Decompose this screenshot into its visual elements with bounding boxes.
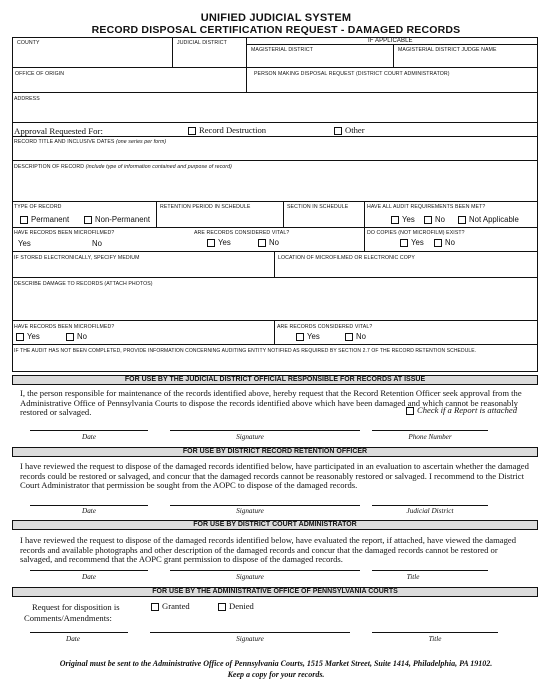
other-option[interactable]: Other (334, 125, 365, 135)
person-making-label: PERSON MAKING DISPOSAL REQUEST (DISTRICT COURT ADMINISTRATOR) (254, 71, 450, 77)
permanent-option[interactable]: Permanent (20, 215, 69, 224)
non-permanent-checkbox[interactable] (84, 216, 92, 224)
audit-met-label: HAVE ALL AUDIT REQUIREMENTS BEEN MET? (367, 204, 486, 210)
report-attached-option[interactable]: Check if a Report is attached (406, 405, 517, 415)
type-of-record-label: TYPE OF RECORD (14, 204, 62, 210)
s3-date-label: Date (82, 573, 96, 581)
audit-no-checkbox[interactable] (424, 216, 432, 224)
granted-option[interactable]: Granted (151, 601, 190, 611)
s2-district-label: Judicial District (406, 507, 454, 515)
denied-checkbox[interactable] (218, 603, 226, 611)
s3-signature-label: Signature (236, 573, 264, 581)
audit-na-option[interactable]: Not Applicable (458, 215, 519, 224)
s3-title-label: Title (406, 573, 420, 581)
vital-yes-option[interactable]: Yes (207, 238, 231, 247)
section2-text: I have reviewed the request to dispose of the damaged records identified below, have participated in an evaluation to ascertain whether the damaged records could be restored or salvaged, and concur that the damaged records cannot be reasonably restored or salvaged. I recommend to the District Court Administrator that permission be sought from the AOPC to dispose of the damaged records. (20, 461, 529, 491)
vital-label: ARE RECORDS CONSIDERED VITAL? (194, 230, 290, 236)
vital2-no-checkbox[interactable] (345, 333, 353, 341)
retention-period-label: RETENTION PERIOD IN SCHEDULE (160, 204, 251, 210)
copies-yes-option[interactable]: Yes (400, 238, 424, 247)
county-label: COUNTY (17, 40, 40, 46)
section3-title: FOR USE BY DISTRICT COURT ADMINISTRATOR (193, 521, 357, 528)
granted-checkbox[interactable] (151, 603, 159, 611)
s4-signature-label: Signature (236, 635, 264, 643)
microfilmed-yes-text[interactable]: Yes (18, 239, 31, 248)
magisterial-district-label: MAGISTERIAL DISTRICT (251, 47, 314, 53)
stored-electronically-label: IF STORED ELECTRONICALLY, SPECIFY MEDIUM (14, 255, 140, 261)
s1-signature-label: Signature (236, 433, 264, 441)
s1-phone-label: Phone Number (408, 433, 452, 441)
section4-title: FOR USE BY THE ADMINISTRATIVE OFFICE OF PENNSYLVANIA COURTS (152, 588, 398, 595)
microfilmed2-yes-option[interactable]: Yes (16, 332, 40, 341)
vital2-yes-checkbox[interactable] (296, 333, 304, 341)
microfilmed2-yes-checkbox[interactable] (16, 333, 24, 341)
audit-no-option[interactable]: No (424, 215, 445, 224)
copies-no-checkbox[interactable] (434, 239, 442, 247)
footer-line1: Original must be sent to the Administrative Office of Pennsylvania Courts, 1515 Market Street, Suite 1414, Philadelphia, PA 19102. (59, 659, 493, 668)
non-permanent-option[interactable]: Non-Permanent (84, 215, 150, 224)
request-disposition-label: Request for disposition is (32, 602, 120, 612)
microfilmed2-no-option[interactable]: No (66, 332, 87, 341)
form-subtitle: RECORD DISPOSAL CERTIFICATION REQUEST - DAMAGED RECORDS (91, 24, 461, 36)
microfilmed2-no-checkbox[interactable] (66, 333, 74, 341)
record-destruction-option[interactable]: Record Destruction (188, 125, 266, 135)
report-attached-checkbox[interactable] (406, 407, 414, 415)
copies-yes-checkbox[interactable] (400, 239, 408, 247)
s1-date-label: Date (82, 433, 96, 441)
section2-title: FOR USE BY DISTRICT RECORD RETENTION OFFICER (182, 448, 368, 455)
section3-text: I have reviewed the request to dispose of the damaged records identified below, have evaluated the report, if attached, have viewed the damaged records and available photographs and other description of the damaged records and concur that the damaged records cannot be restored or salvaged, and recommend that the AOPC grant permission to dispose of the damaged records. (20, 535, 517, 565)
judicial-district-label: JUDICIAL DISTRICT (177, 40, 227, 46)
audit-yes-checkbox[interactable] (391, 216, 399, 224)
vital-no-option[interactable]: No (258, 238, 279, 247)
describe-damage-label: DESCRIBE DAMAGE TO RECORDS (ATTACH PHOTOS) (14, 281, 153, 287)
comments-label: Comments/Amendments: (24, 613, 112, 623)
s4-title-label: Title (428, 635, 442, 643)
copies-no-option[interactable]: No (434, 238, 455, 247)
audit-note-label: IF THE AUDIT HAS NOT BEEN COMPLETED, PROVIDE INFORMATION CONCERNING AUDITING ENTITY NOTIFIED AS REQUIRED BY SECTION 2.7 OF THE RECORD RETENTION SCHEDULE. (14, 348, 477, 354)
description-label: DESCRIPTION OF RECORD (include type of information contained and purpose of record) (14, 164, 232, 170)
microfilmed-label: HAVE RECORDS BEEN MICROFILMED? (14, 230, 115, 236)
footer-line2: Keep a copy for your records. (227, 670, 325, 679)
vital-no-checkbox[interactable] (258, 239, 266, 247)
record-destruction-checkbox[interactable] (188, 127, 196, 135)
office-of-origin-label: OFFICE OF ORIGIN (15, 71, 65, 77)
if-applicable-label: IF APPLICABLE (368, 38, 413, 44)
permanent-checkbox[interactable] (20, 216, 28, 224)
record-title-label: RECORD TITLE AND INCLUSIVE DATES (one series per form) (14, 139, 167, 145)
other-checkbox[interactable] (334, 127, 342, 135)
vital2-no-option[interactable]: No (345, 332, 366, 341)
audit-yes-option[interactable]: Yes (391, 215, 415, 224)
s2-date-label: Date (82, 507, 96, 515)
address-label: ADDRESS (14, 96, 40, 102)
microfilmed-no-text[interactable]: No (92, 239, 102, 248)
magisterial-judge-label: MAGISTERIAL DISTRICT JUDGE NAME (398, 47, 497, 53)
audit-na-checkbox[interactable] (458, 216, 466, 224)
section1-title: FOR USE BY THE JUDICIAL DISTRICT OFFICIAL RESPONSIBLE FOR RECORDS AT ISSUE (124, 376, 426, 383)
microfilmed2-label: HAVE RECORDS BEEN MICROFILMED? (14, 324, 115, 330)
approval-requested-label: Approval Requested For: (14, 126, 103, 136)
location-microfilm-label: LOCATION OF MICROFILMED OR ELECTRONIC COPY (278, 255, 415, 261)
denied-option[interactable]: Denied (218, 601, 254, 611)
section-in-schedule-label: SECTION IN SCHEDULE (287, 204, 349, 210)
s2-signature-label: Signature (236, 507, 264, 515)
section1-text: I, the person responsible for maintenance of the records identified above, hereby request that the Record Retention Officer seek approval from the Administrative Office of Pennsylvania Courts to dispose the records identified above which have been damaged and which cannot be reasonably restored or salvaged. (20, 389, 522, 418)
vital-yes-checkbox[interactable] (207, 239, 215, 247)
s4-date-label: Date (66, 635, 80, 643)
vital2-label: ARE RECORDS CONSIDERED VITAL? (277, 324, 373, 330)
form-title: UNIFIED JUDICIAL SYSTEM (200, 12, 352, 24)
vital2-yes-option[interactable]: Yes (296, 332, 320, 341)
copies-exist-label: DO COPIES (NOT MICROFILM) EXIST? (367, 230, 465, 236)
